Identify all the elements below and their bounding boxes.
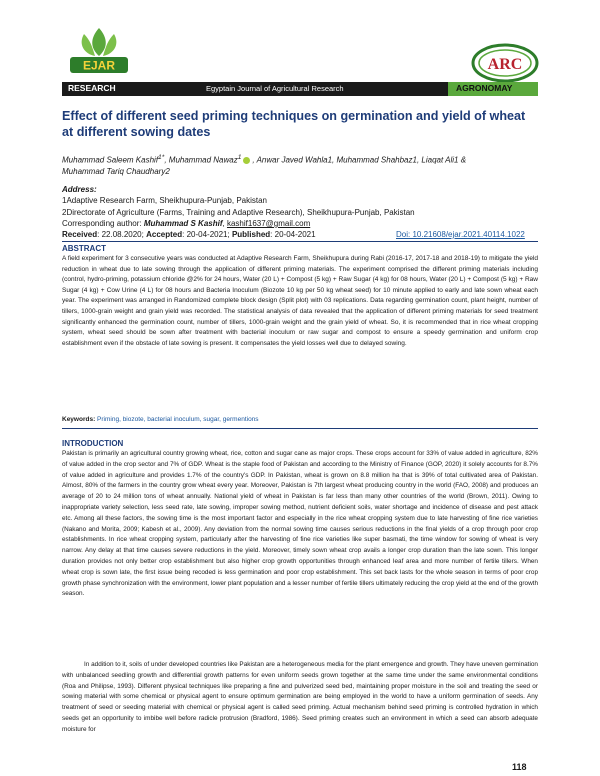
- received-date: 22.08.2020: [101, 230, 142, 239]
- keywords: [62, 416, 538, 423]
- category-label: AGRONOMAY: [456, 83, 513, 93]
- received-label: Received: [62, 230, 98, 239]
- author-affiliation: 1: [237, 154, 242, 161]
- abstract-text: A field experiment for 3 consecutive years was conducted at Adaptive Research Farm, Sheikhupura during Rabi (2016-17, 2017-18 and 2018-19) to mitigate the yield reduction in wheat due to late sowing through the application of different priming materials. The experiment comprised the different priming materials including (control, hydro-priming, potassium chloride @2% for 24 hours, Water (20 L) + Compost (5 kg) + Raw Sugar (4 kg) for 08 hours, Water (20 L) + Compost (5 kg) + Raw Sugar (4 kg) + Cow Urine (4 L) for 08 hours and Bacteria Inoculum (Biozote 10 kg per 50 kg wheat seed) for 10 minute applied to early and late sown wheat each year. The experiment was arranged in Randomized complete block design (Split plot) with 03 replications. Data regarding germination count, plant height, number of tillers, 1000-grain weight and grain yield was recorded. The statistical analysis of data revealed that the application of different priming materials for seed treatment significantly enhanced the germination count, number of tillers, 1000-grain weight and the grain yield of wheat. So, it is recommended that in rice wheat cropping system, wheat seed should be sown after treatment with bacterial inoculum or raw sugar and compost to ensure a speedy germination and uniform crop establishment even if the obstacle of late sowing is present. It compensates the yield losses well due to delayed sowing.: [62, 255, 538, 347]
- journal-name: Egyptain Journal of Agricultural Research: [206, 84, 344, 93]
- corresponding-name: Muhammad S Kashif: [143, 219, 223, 228]
- introduction-heading: INTRODUCTION: [62, 439, 124, 448]
- address-label: Address:: [62, 185, 97, 194]
- published-date: 20-04-2021: [274, 230, 316, 239]
- corresponding-label: Corresponding author:: [62, 219, 144, 228]
- orcid-icon[interactable]: [243, 157, 250, 164]
- arc-logo: [470, 42, 540, 84]
- doi-link[interactable]: Doi: 10.21608/ejar.2021.40114.1022: [396, 230, 525, 239]
- author-name: Muhammad Nawaz: [168, 155, 238, 165]
- author-name: Muhammad Tariq Chaudhary2: [62, 166, 170, 176]
- keywords-divider: [62, 428, 538, 429]
- paper-title: Effect of different seed priming techniques on germination and yield of wheat at different sowing dates: [62, 109, 526, 139]
- abstract-divider: [62, 241, 538, 242]
- publication-dates: Received: 22.08.2020; Accepted: 20-04-2021; Published: 20-04-2021: [62, 230, 316, 239]
- svg-text:ARC: ARC: [487, 56, 523, 73]
- published-label: Published: [231, 230, 271, 239]
- keywords-label: Keywords:: [62, 416, 96, 423]
- section-label: RESEARCH: [68, 83, 116, 93]
- corresponding-author: Corresponding author: Muhammad S Kashif, kashif1637@gmail.com: [62, 219, 311, 228]
- ejar-logo: [62, 24, 136, 76]
- abstract-heading: ABSTRACT: [62, 244, 106, 253]
- accepted-date: 20-04-2021: [186, 230, 228, 239]
- introduction-paragraph: Pakistan is primarily an agricultural country growing wheat, rice, cotton and sugar cane as major crops. These crops account for 33% of value added in agriculture, 82% of value added in the crop sector and 7% of GDP. Wheat is the staple food of Pakistan and according to the Ministry of Finance (GOP, 2020) it solely accounts for 8.7% of value added in agriculture and provides 1.7% of the country's GDP. In Pakistan, wheat is grown on 8.8 million ha that is 39% of total cultivated area of Pakistan. Almost, 80% of the farmers in the country grow wheat every year. Moreover, Pakistan is 7th largest wheat producing country in the world (FAO, 2008) and produces an average of 20 to 24 million tons of wheat annually. National yield of wheat in Pakistan is far less than many other countries of the world (Brown, 2011). Owing to inappropriate variety selection, less seed rate, late sowing, improper sowing method, nutrient deficient soils, water shortage and incidence of disease and pest attack etc. Among all these factors, the sowing time is the most important factor and especially in the rice wheat cropping system due to late harvesting of fine rice varieties (Nakano and Morita, 2009; Kabesh et al., 2009). Any deviation from the normal sowing time causes serious reductions in the final yields of a crop through poor crop establishments. In rice wheat cropping system, particularly after the harvesting of fine rice varieties like super basmati, the time window for sowing of wheat is very narrow. Any delay at that time causes severe reductions in the yield. Moreover, timely sown wheat crop avails a longer crop duration than the late sown. This longer duration provides not only better crop establishment but also higher crop growth opportunities through enhanced leaf area and more number of fertile tillers. When wheat crop is sown late, the first issue being recoded is less germination and poor crop establishment. This set back lasts for the whole season in terms of poor crop growth phase synchronization with the environment, lower plant population and a lesser number of fertile tillers ultimately reducing the crop yield at the end of the growth season.: [62, 450, 539, 598]
- page-number: 118: [512, 762, 527, 772]
- keywords-list[interactable]: Priming, biozote, bacterial inoculum, sugar, germentions: [97, 416, 259, 423]
- accepted-label: Accepted: [146, 230, 183, 239]
- author-names-rest: , Anwar Javed Wahla1, Muhammad Shahbaz1, Liaqat Ali1 &: [252, 155, 467, 165]
- address-line: 2Directorate of Agriculture (Farms, Training and Adaptive Research), Sheikhupura-Punjab, Pakistan: [62, 208, 415, 217]
- introduction-paragraph: In addition to it, soils of under developed countries like Pakistan are a heterogeneous media for the plant emergence and growth. They have uneven germination with unbalanced seedling growth and differential growth patterns for even uniform seeds grown together at the same time under the same environmental conditions (Roa and Philipse, 1993). Different physical techniques like preparing a fine and pulverized seed bed, maintaining proper moisture in the soil and treating the seed or sowing material with some chemical or physical agent to ensure optimum germination are being employed in the world to have a uniform germination of seeds. Any treatment of seed or seeding material with chemical or physical agent is called seed priming. Actual mechanism behind seed priming is controlled hydration in which seeds get an opportunity to imbibe well before radicle protrusion (Bradford, 1986). Seed priming creates such an environment in which a seed can absorb adequate moisture for: [62, 661, 538, 733]
- author-email-link[interactable]: kashif1637@gmail.com: [226, 219, 311, 228]
- author-name: Muhammad Saleem Kashif: [62, 155, 159, 165]
- author-affiliation: 1*: [158, 154, 165, 161]
- author-list: Muhammad Saleem Kashif$^{1*}$, Muhammad Nawaz$^1$ , Anwar Javed Wahla1, Muhammad Shahbaz1, Liaqat Ali1 & Muhammad Tariq Chaudhary2: [62, 154, 467, 176]
- svg-text:EJAR: EJAR: [82, 58, 116, 73]
- address-line: 1Adaptive Research Farm, Sheikhupura-Punjab, Pakistan: [62, 196, 267, 205]
